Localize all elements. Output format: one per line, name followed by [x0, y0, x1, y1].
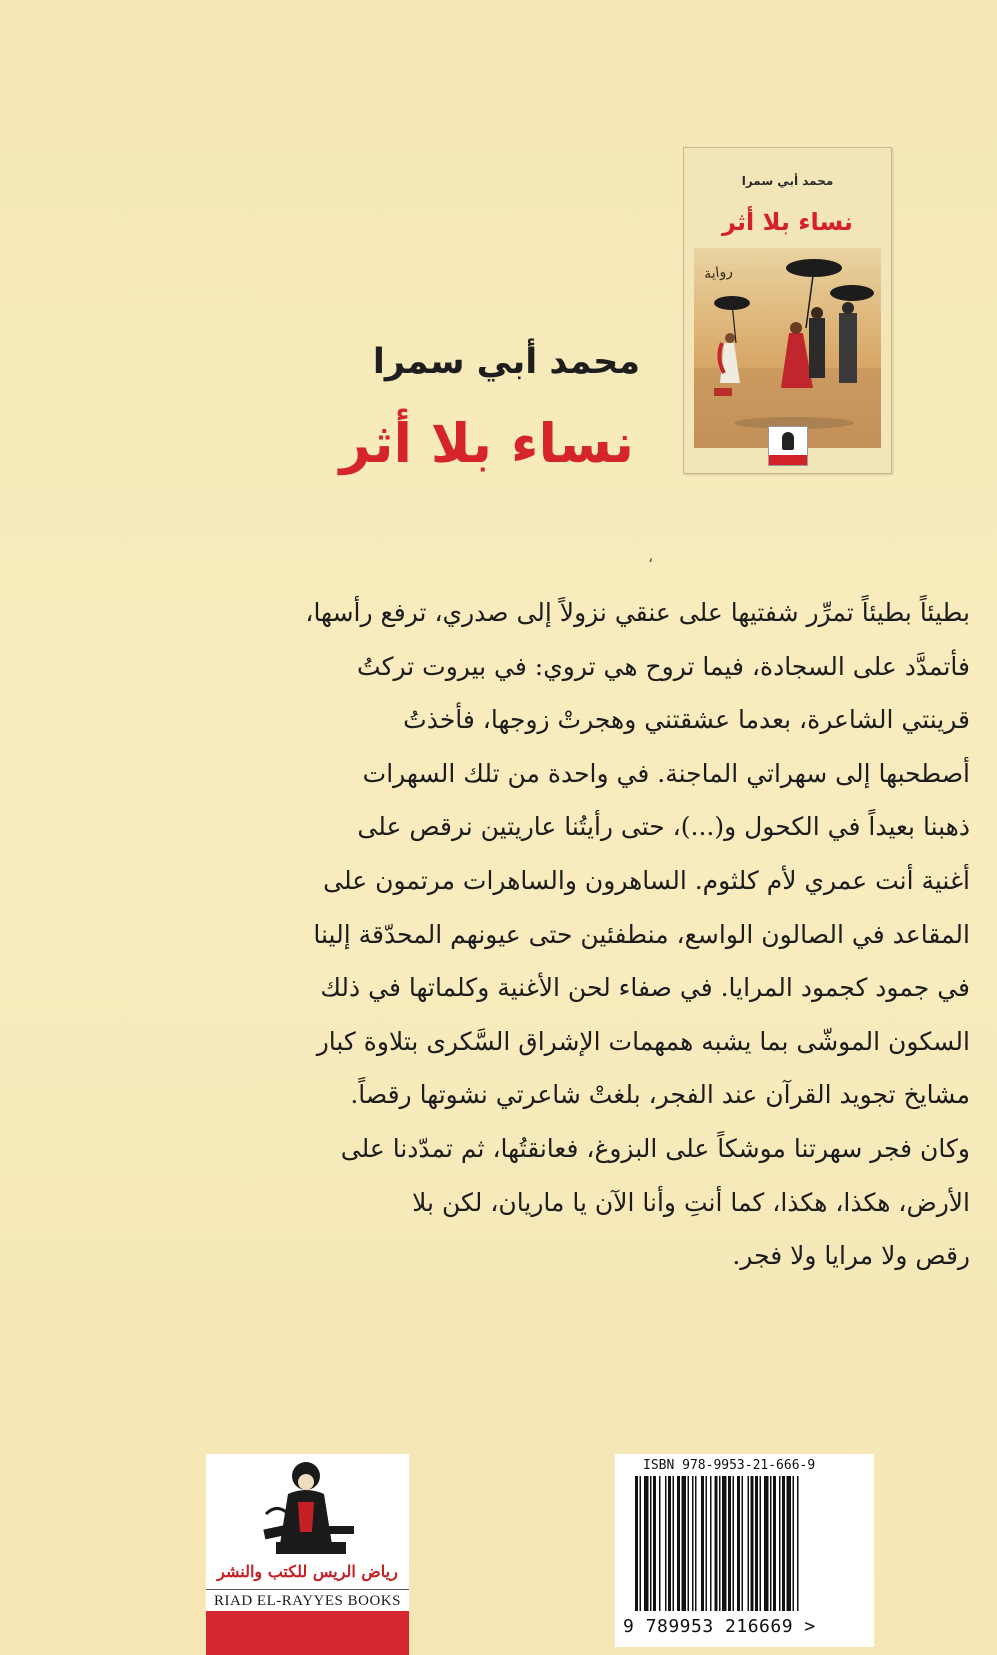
blurb-text: [180, 586, 970, 1283]
barcode-bar: [653, 1476, 656, 1611]
barcode-bar: [682, 1476, 687, 1611]
barcode-bar: [719, 1476, 721, 1611]
barcode-bar: [695, 1476, 697, 1611]
publisher-english-name: RIAD EL-RAYYES BOOKS: [206, 1589, 409, 1610]
barcode-digits: 9 789953 216669 >: [623, 1616, 816, 1637]
barcode-bar: [779, 1476, 781, 1611]
blurb-line: بطيئاً بطيئاً تمرِّر شفتيها على عنقي نزولاً إلى صدري، ترفع رأسها،: [305, 598, 970, 627]
thumbnail-publisher-logo: [768, 426, 808, 466]
blurb-line: المقاعد في الصالون الواسع، منطفئين حتى عيونهم المحدّقة إلينا: [313, 919, 970, 949]
publisher-arabic-name: رياض الريس للكتب والنشر: [217, 1562, 398, 1581]
barcode-bar: [755, 1476, 758, 1611]
barcode-bar: [635, 1476, 638, 1611]
author-name: محمد أبي سمرا: [372, 342, 640, 382]
barcode-bar: [764, 1476, 769, 1611]
barcode-bar: [673, 1476, 675, 1611]
barcode-bar: [733, 1476, 735, 1611]
barcode-bar: [728, 1476, 731, 1611]
blurb-line: مشايخ تجويد القرآن عند الفجر، بلغتْ شاعرتي نشوتها رقصاً.: [350, 1080, 970, 1110]
barcode-bar: [737, 1476, 740, 1611]
barcode-bar: [722, 1476, 727, 1611]
barcode-bar: [650, 1476, 652, 1611]
publisher-logo: [206, 1454, 409, 1655]
publisher-figure-icon: [206, 1454, 409, 1564]
barcode-bar: [710, 1476, 712, 1611]
barcode-bar: [659, 1476, 661, 1611]
blurb-line: الأرض، هكذا، هكذا، كما أنتِ وأنا الآن يا ماريان، لكن بلا: [412, 1187, 970, 1217]
blurb-line: السكون الموشّى بما يشبه همهمات الإشراق السَّكرى بتلاوة كبار: [316, 1026, 970, 1056]
barcode-bar: [787, 1476, 792, 1611]
barcode-bar: [742, 1476, 744, 1611]
blurb-line: في جمود كجمود المرايا. في صفاء لحن الأغنية وكلماتها في ذلك: [320, 973, 970, 1003]
book-title: نساء بلا أثر: [339, 412, 634, 475]
barcode-bar: [793, 1476, 795, 1611]
thumbnail-genre: رواية: [703, 263, 734, 283]
barcode-bar: [751, 1476, 754, 1611]
barcode-bar: [701, 1476, 704, 1611]
barcode-bar: [706, 1476, 708, 1611]
barcode-bar: [668, 1476, 671, 1611]
blurb-line: ذهبنا بعيداً في الكحول و(...)، حتى رأيتُنا عاريتين نرقص على: [357, 812, 970, 842]
barcode-bar: [644, 1476, 649, 1611]
barcode-bar: [665, 1476, 667, 1611]
barcode-bar: [760, 1476, 762, 1611]
publisher-red-band: [206, 1611, 409, 1655]
isbn-barcode: [615, 1454, 874, 1647]
barcode-bar: [797, 1476, 799, 1611]
barcode-bar: [640, 1476, 642, 1611]
blurb-line: أغنية أنت عمري لأم كلثوم. الساهرون والساهرات مرتمون على: [323, 865, 970, 895]
thumbnail-title: نساء بلا أثر: [722, 208, 853, 236]
ornament-mark: ،: [648, 547, 654, 566]
isbn-label: ISBN 978-9953-21-666-9: [643, 1458, 816, 1473]
barcode-bar: [677, 1476, 680, 1611]
barcode-bar: [773, 1476, 776, 1611]
barcode-bar: [782, 1476, 785, 1611]
blurb-line: وكان فجر سهرتنا موشكاً على البزوغ، فعانقتُها، ثم تمدّدنا على: [340, 1133, 970, 1163]
barcode-bar: [688, 1476, 690, 1611]
blurb-line: رقص ولا مرايا ولا فجر.: [732, 1241, 970, 1271]
blurb-line: قرينتي الشاعرة، بعدما عشقتني وهجرتْ زوجها، فأخذتُ: [403, 705, 970, 735]
cover-thumbnail: [683, 147, 892, 474]
barcode-bars: [635, 1476, 855, 1616]
blurb-line: فأتمدَّد على السجادة، فيما تروح هي تروي: في بيروت تركتُ: [357, 651, 970, 681]
barcode-bar: [692, 1476, 694, 1611]
barcode-bar: [770, 1476, 772, 1611]
barcode-bar: [715, 1476, 718, 1611]
barcode-bar: [748, 1476, 750, 1611]
thumbnail-author: محمد أبي سمرا: [741, 174, 834, 188]
blurb-line: أصطحبها إلى سهراتي الماجنة. في واحدة من تلك السهرات: [362, 758, 970, 788]
